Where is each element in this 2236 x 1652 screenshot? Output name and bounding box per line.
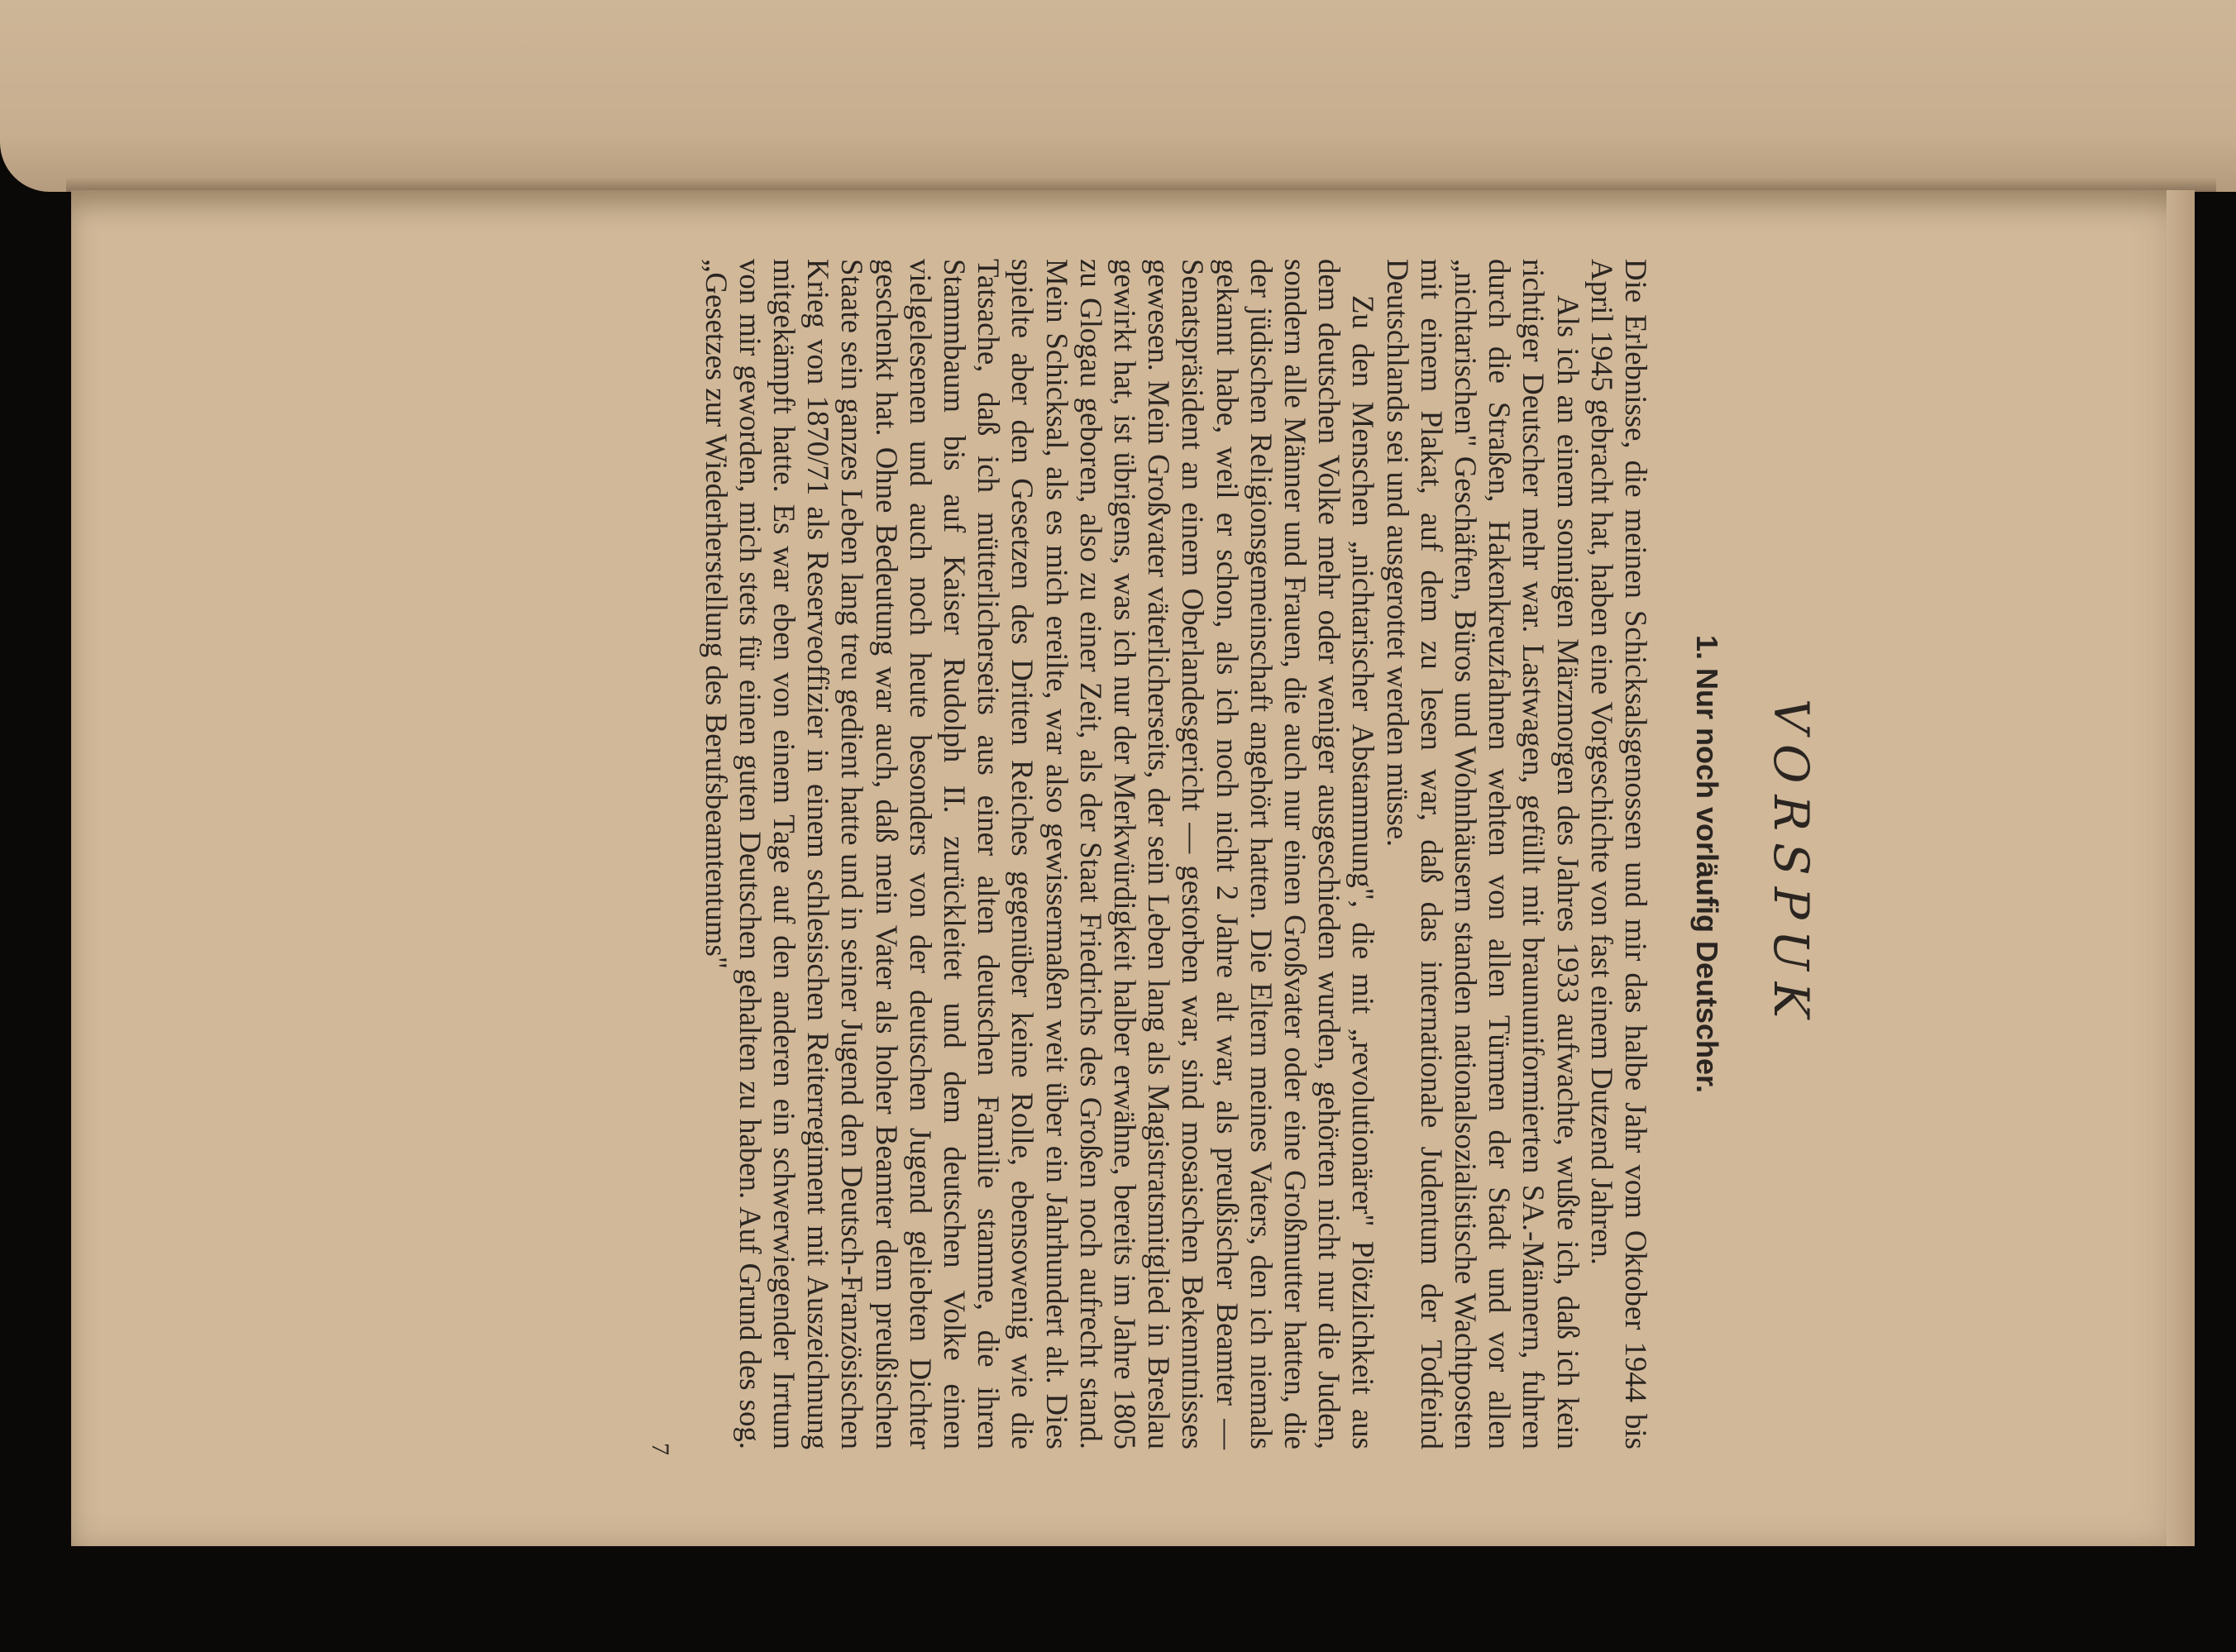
paragraph: Zu den Menschen „nichtarischer Abstammung", die mit „revolutionärer" Plötzlichkeit aus dem deutschen Volke mehr oder weniger ausgeschieden wurden, gehörten nicht nur die Juden, sondern alle Männer und Frauen, die auch nur einen Großvater oder eine Großmutter hatten, die der jüdischen Religionsgemeinschaft angehört hatten. Die Eltern meines Vaters, den ich niemals gekannt habe, weil er schon, als ich noch nicht 2 Jahre alt war, als preußischer Beamter — Senatspräsident an einem Oberlandesgericht — gestorben war, sind mosaischen Bekenntnisses gewesen. Mein Großvater väterlicherseits, der sein Leben lang als Magistratsmitglied in Breslau gewirkt hat, ist übrigens, was ich nur der Merkwürdigkeit halber erwähne, bereits im Jahre 1805 zu Glogau geboren, also zu einer Zeit, als der Staat Friedrichs des Großen noch aufrecht stand. Mein Schicksal, als es mich ereilte, war also gewissermaßen weit über ein Jahrhundert alt. Dies spielte aber den Gesetzen des Dritten Reiches gegenüber keine Rolle, ebensowenig wie die Tatsache, daß ich mütterlicherseits aus einer alten deutschen Familie stamme, die ihren Stammbaum bis auf Kaiser Rudolph II. zurückleitet und dem deutschen Volke einen vielgelesenen und auch noch heute besonders von der deutschen Jugend geliebten Dichter geschenkt hat. Ohne Bedeutung war auch, daß mein Vater als hoher Beamter dem preußischen Staate sein ganzes Leben lang treu gedient hatte und in seiner Jugend den Deutsch-Französischen Krieg von 1870/71 als Reserveoffizier in einem schlesischen Reiterregiment mit Auszeichnung mitgekämpft hatte. Es war eben von einem Tage auf den anderen ein schwerwiegender Irrtum von mir geworden, mich stets für einen guten Deutschen gehalten zu haben. Auf Grund des sog. „Gesetzes zur Wiederherstellung des Berufsbeamtentums" [699, 259, 1381, 1449]
page-fore-edge [2167, 190, 2195, 1546]
page-title: VORSPUK [1763, 698, 1819, 1030]
paragraph: Die Erlebnisse, die meinen Schicksalsgenossen und mir das halbe Jahr vom Oktober 1944 bis April 1945 gebracht hat, haben eine Vorgeschichte von fast einem Dutzend Jahren. [1584, 259, 1653, 1449]
paragraph: Als ich an einem sonnigen Märzmorgen des Jahres 1933 aufwachte, wußte ich, daß ich kein richtiger Deutscher mehr war. Lastwagen, gefüllt mit braununiformierten SA.-Männern, fuhren durch die Straßen, Hakenkreuzfahnen wehten von allen Türmen der Stadt und vor allen „nichtarischen" Geschäften, Büros und Wohnhäusern standen nationalsozialistische Wachtposten mit einem Plakat, auf dem zu lesen war, daß das internationale Judentum der Todfeind Deutschlands sei und ausgerottet werden müsse. [1380, 259, 1585, 1449]
page-number: 7 [647, 1443, 674, 1455]
section-heading: 1. Nur noch vorläufig Deutscher. [1690, 634, 1724, 1094]
body-text [699, 259, 1653, 1449]
rotated-page-content [368, 203, 1865, 1525]
previous-page-edge [0, 0, 2236, 192]
